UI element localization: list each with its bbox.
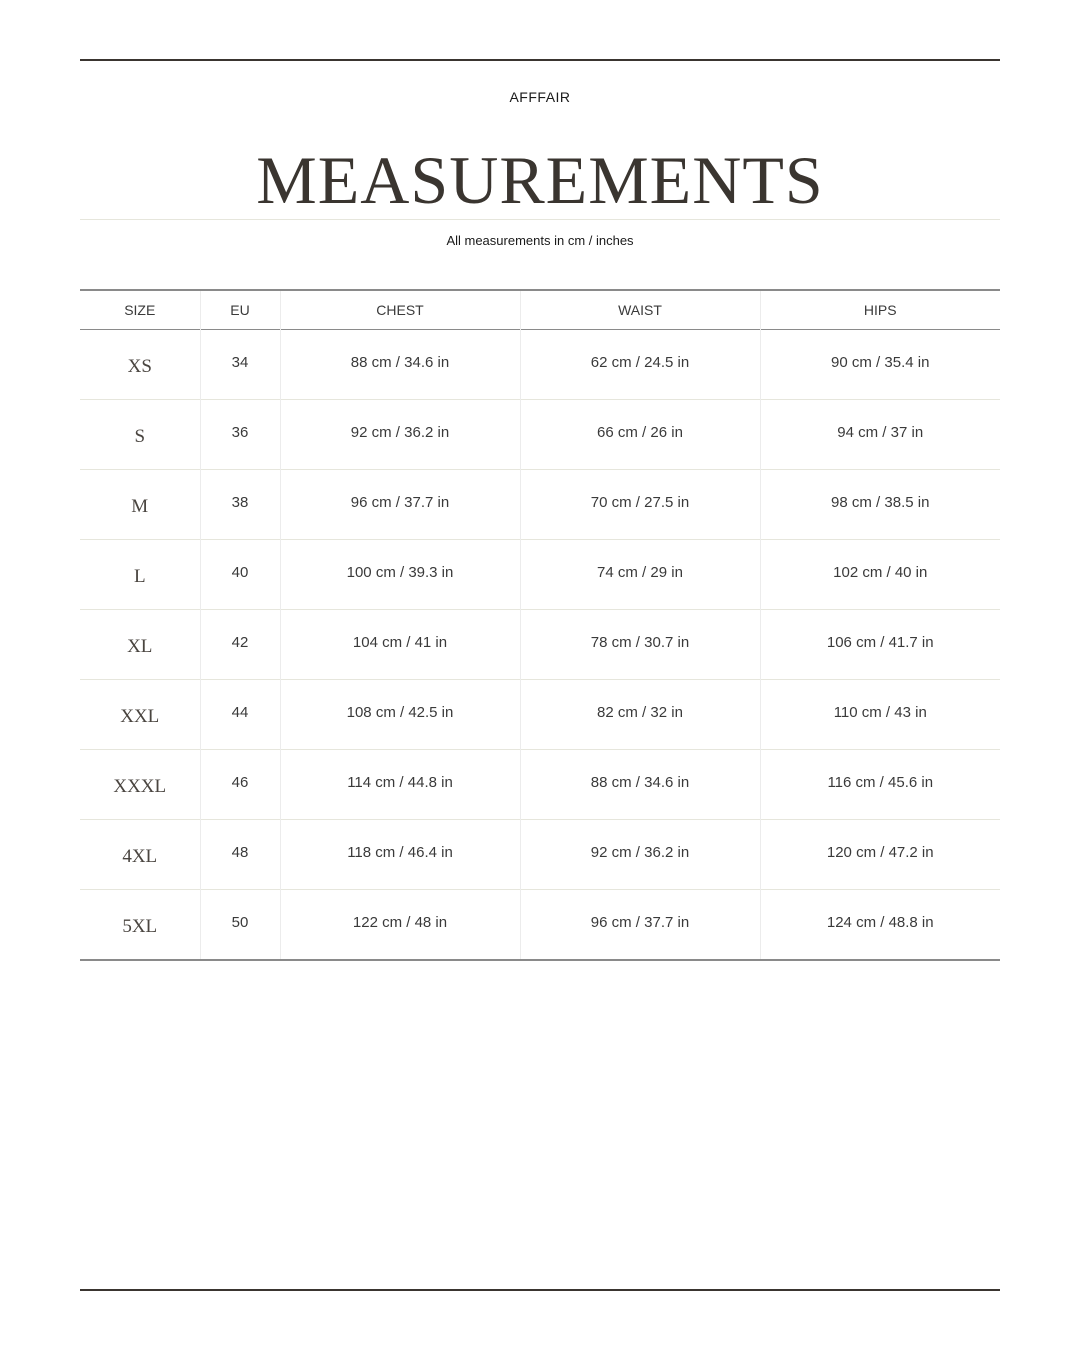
cell-size: XXL: [120, 706, 160, 727]
table-row: [80, 470, 1000, 540]
cell-size: S: [134, 426, 146, 447]
cell-hips: 90 cm / 35.4 in: [760, 330, 1000, 400]
table-row: [80, 330, 1000, 400]
cell-eu: 50: [200, 890, 280, 960]
cell-chest: 118 cm / 46.4 in: [280, 820, 520, 890]
header-chest: CHEST: [280, 290, 520, 330]
cell-chest: 108 cm / 42.5 in: [280, 680, 520, 750]
cell-hips: 102 cm / 40 in: [760, 540, 1000, 610]
cell-waist: 74 cm / 29 in: [520, 540, 760, 610]
header-hips: HIPS: [760, 290, 1000, 330]
cell-chest: 100 cm / 39.3 in: [280, 540, 520, 610]
top-divider: [80, 59, 1000, 61]
cell-hips: 94 cm / 37 in: [760, 400, 1000, 470]
cell-eu: 44: [200, 680, 280, 750]
cell-hips: 116 cm / 45.6 in: [760, 750, 1000, 820]
header-eu: EU: [200, 290, 280, 330]
cell-waist: 62 cm / 24.5 in: [520, 330, 760, 400]
cell-waist: 88 cm / 34.6 in: [520, 750, 760, 820]
cell-hips: 110 cm / 43 in: [760, 680, 1000, 750]
cell-eu: 48: [200, 820, 280, 890]
page-title: MEASUREMENTS: [256, 142, 824, 218]
table-body: [80, 330, 1000, 960]
cell-size: M: [131, 496, 149, 517]
header-waist: WAIST: [520, 290, 760, 330]
cell-eu: 42: [200, 610, 280, 680]
table-row: [80, 680, 1000, 750]
cell-hips: 120 cm / 47.2 in: [760, 820, 1000, 890]
cell-hips: 106 cm / 41.7 in: [760, 610, 1000, 680]
cell-size: XS: [127, 356, 152, 377]
cell-waist: 70 cm / 27.5 in: [520, 470, 760, 540]
cell-hips: 124 cm / 48.8 in: [760, 890, 1000, 960]
cell-eu: 46: [200, 750, 280, 820]
bottom-divider: [80, 1289, 1000, 1291]
cell-chest: 122 cm / 48 in: [280, 890, 520, 960]
size-chart-table: [80, 289, 1000, 961]
cell-eu: 40: [200, 540, 280, 610]
cell-chest: 92 cm / 36.2 in: [280, 400, 520, 470]
cell-eu: 36: [200, 400, 280, 470]
table-header-row: [80, 290, 1000, 330]
cell-eu: 34: [200, 330, 280, 400]
units-note: All measurements in cm / inches: [446, 233, 634, 248]
title-divider: [80, 219, 1000, 220]
cell-size: 4XL: [122, 846, 158, 867]
cell-waist: 66 cm / 26 in: [520, 400, 760, 470]
table-row: [80, 540, 1000, 610]
cell-waist: 82 cm / 32 in: [520, 680, 760, 750]
table-header: [80, 290, 1000, 330]
cell-size: XL: [127, 636, 153, 657]
header-size: SIZE: [124, 302, 156, 318]
table-row: [80, 890, 1000, 960]
brand-name: AFFFAIR: [509, 89, 571, 105]
table-row: [80, 820, 1000, 890]
cell-hips: 98 cm / 38.5 in: [760, 470, 1000, 540]
cell-eu: 38: [200, 470, 280, 540]
table-row: [80, 610, 1000, 680]
cell-chest: 88 cm / 34.6 in: [280, 330, 520, 400]
table-row: [80, 400, 1000, 470]
cell-size: 5XL: [122, 916, 158, 937]
cell-size: L: [133, 566, 146, 587]
table-row: [80, 750, 1000, 820]
cell-chest: 96 cm / 37.7 in: [280, 470, 520, 540]
cell-size: XXXL: [113, 776, 167, 797]
cell-waist: 92 cm / 36.2 in: [520, 820, 760, 890]
cell-waist: 96 cm / 37.7 in: [520, 890, 760, 960]
cell-waist: 78 cm / 30.7 in: [520, 610, 760, 680]
cell-chest: 114 cm / 44.8 in: [280, 750, 520, 820]
cell-chest: 104 cm / 41 in: [280, 610, 520, 680]
